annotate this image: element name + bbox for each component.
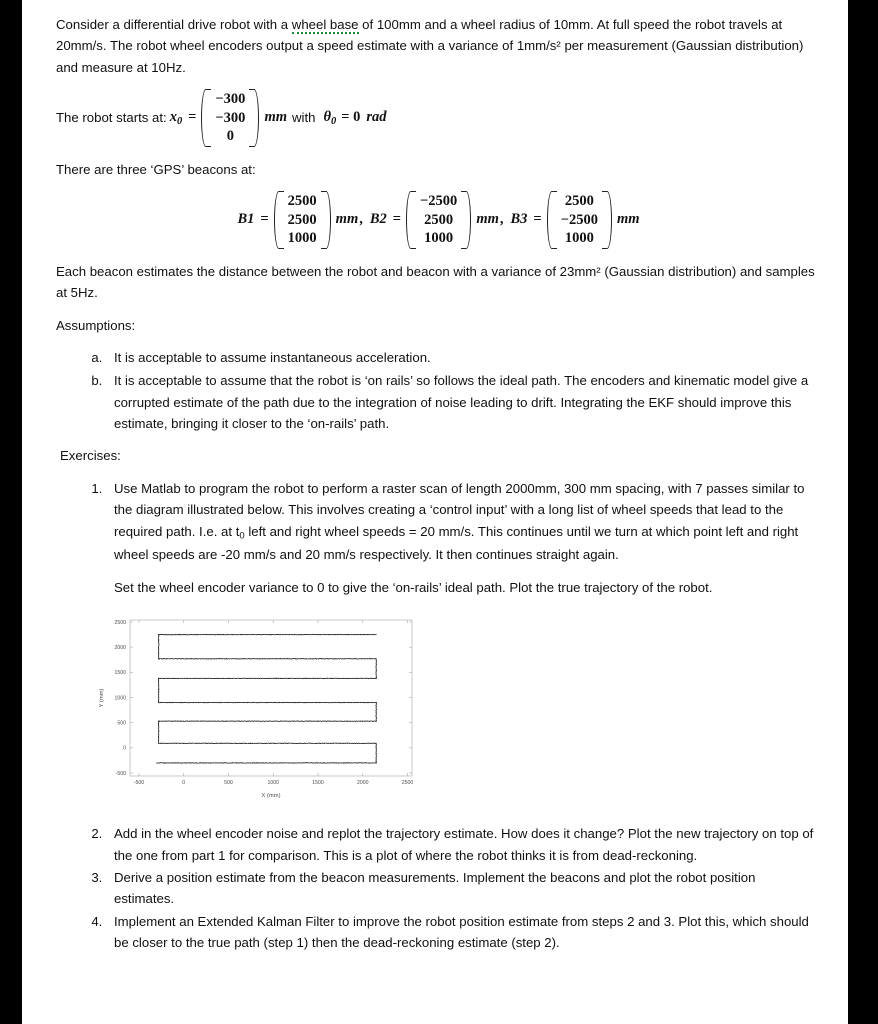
- beacon-vector-b3: [547, 191, 612, 249]
- theta-unit: rad: [366, 109, 387, 126]
- exercises-heading: Exercises:: [60, 448, 121, 464]
- paren-left: [274, 191, 284, 249]
- assumptions-list: [56, 347, 818, 435]
- vector-element: −2500: [420, 193, 458, 210]
- exercises-list: [56, 478, 818, 565]
- intro-text-after: of 100mm and a wheel radius of 10mm. At full speed the robot travels at 20mm/s. The robot wheel encoders output a speed estimate with a variance of 1mm/s² per measurement (Gaussian distribution) and measure at 10Hz.: [56, 17, 804, 75]
- y-axis-title: Y (mm): [99, 688, 105, 708]
- beacon-vector-b1: [274, 191, 331, 249]
- paren-right: [249, 89, 259, 147]
- document-page: [22, 0, 848, 1024]
- trajectory-plot-svg: [94, 608, 424, 813]
- exercise-1-note: Set the wheel encoder variance to 0 to give the ‘on-rails’ ideal path. Plot the true trajectory of the robot.: [114, 579, 713, 595]
- y-tick-label: 2000: [114, 645, 126, 652]
- intro-paragraph: [56, 14, 818, 78]
- intro-text-before: Consider a differential drive robot with a: [56, 17, 292, 32]
- initial-state-vector: [201, 89, 259, 147]
- initial-state-lead: The robot starts at:: [56, 110, 167, 126]
- beacon-vector-b2: [406, 191, 471, 249]
- y-tick-label: 1500: [114, 670, 126, 677]
- separator-comma: ,: [359, 211, 363, 228]
- vector-element: 2500: [564, 193, 594, 210]
- beacon-note: Each beacon estimates the distance between the robot and beacon with a variance of 23mm² (Gaussian distribution) and samples at 5Hz.: [56, 263, 815, 301]
- beacon-name-b3: B3: [510, 211, 528, 228]
- y-tick-label: 500: [117, 720, 126, 727]
- x-tick-label: 500: [224, 780, 233, 787]
- x-tick-label: 2500: [401, 780, 414, 787]
- assumptions-heading: Assumptions:: [56, 317, 136, 333]
- x-tick-label: 1000: [267, 780, 280, 787]
- unit-label: mm: [264, 109, 287, 126]
- unit-label: mm: [476, 211, 499, 228]
- vector-element: 2500: [287, 193, 317, 210]
- initial-state-equation: [56, 89, 818, 147]
- trajectory-figure: [94, 608, 818, 813]
- paren-right: [321, 191, 331, 249]
- y-tick-label: -500: [115, 771, 126, 778]
- theta-symbol: $\theta_0$: [323, 108, 337, 127]
- t-subscript: 0: [239, 530, 245, 542]
- list-item: 3. Derive a position estimate from the beacon measurements. Implement the beacons and plot the robot position estimates.: [106, 867, 818, 910]
- y-tick-label: 0: [123, 746, 126, 753]
- vector-element: −300: [215, 91, 246, 108]
- exercise-1-text-b: left and right wheel speeds = 20 mm/s. This continues until we turn at which point left and right wheel speeds are -20 mm/s and 20 mm/s respectively. It then continues straight again.: [114, 523, 799, 562]
- spellcheck-flagged-text: wheel base: [291, 17, 359, 32]
- list-item: b. It is acceptable to assume that the robot is ‘on rails’ so follows the ideal path. The encoders and kinematic model give a corrupted estimate of the path due to the integration of noise leading to drift. Integrating the EKF should improve this estimate, bringing it closer to the ‘on-rails’ path.: [106, 370, 818, 434]
- vector-element: 0: [226, 128, 235, 145]
- vector-element: 1000: [287, 230, 317, 247]
- vector-element: 2500: [287, 211, 317, 228]
- list-item: 4. Implement an Extended Kalman Filter to improve the robot position estimate from steps 2 and 3. Plot this, which should be closer to the true path (step 1) then the dead-reckoning estimate (step 2).: [106, 911, 818, 954]
- x-axis-title: X (mm): [261, 793, 281, 800]
- paren-right: [602, 191, 612, 249]
- vector-element: 1000: [564, 230, 594, 247]
- y-tick-label: 1000: [114, 695, 126, 702]
- list-item: 2. Add in the wheel encoder noise and replot the trajectory estimate. How does it change? Plot the new trajectory on top of the one from part 1 for comparison. This is a plot of where the robot thinks it is from dead-reckoning.: [106, 823, 818, 866]
- vector-element: −300: [215, 109, 246, 126]
- list-item: a. It is acceptable to assume instantaneous acceleration.: [106, 347, 818, 368]
- paren-left: [547, 191, 557, 249]
- separator-comma: ,: [499, 211, 504, 228]
- paren-left: [406, 191, 416, 249]
- equals-sign: =: [188, 109, 197, 126]
- beacon-name-b1: B1: [237, 211, 255, 228]
- theta-value: = 0: [341, 109, 361, 126]
- state-symbol: $x_0$: [169, 108, 183, 127]
- vector-element: 2500: [424, 211, 454, 228]
- x-tick-label: 1500: [312, 780, 324, 787]
- with-text: with: [292, 110, 316, 126]
- list-item-exercise-1: [106, 478, 818, 565]
- beacon-name-b2: B2: [369, 211, 387, 228]
- exercise-1-text-a: Use Matlab to program the robot to perform a raster scan of length 2000mm, 300 mm spacing, with 7 passes similar to the diagram illustrated below. This involves creating a ‘control input’ with a long list of wheel speeds that lead to the required path. I.e. at t: [114, 480, 805, 539]
- exercises-list-rest: [56, 823, 818, 953]
- y-tick-label: 2500: [114, 620, 126, 627]
- equals-sign: =: [260, 211, 269, 228]
- equals-sign: =: [533, 211, 542, 228]
- equals-sign: =: [392, 211, 402, 228]
- vector-element: −2500: [560, 211, 598, 228]
- unit-label: mm: [335, 211, 359, 228]
- x-tick-label: 2000: [356, 780, 369, 787]
- paren-left: [201, 89, 211, 147]
- x-tick-label: -500: [133, 780, 145, 787]
- x-tick-label: 0: [182, 780, 186, 787]
- beacon-equations: [56, 191, 818, 249]
- beacons-lead: There are three ‘GPS’ beacons at:: [56, 161, 256, 177]
- paren-right: [461, 191, 471, 249]
- unit-label: mm: [616, 211, 640, 228]
- vector-element: 1000: [424, 230, 454, 247]
